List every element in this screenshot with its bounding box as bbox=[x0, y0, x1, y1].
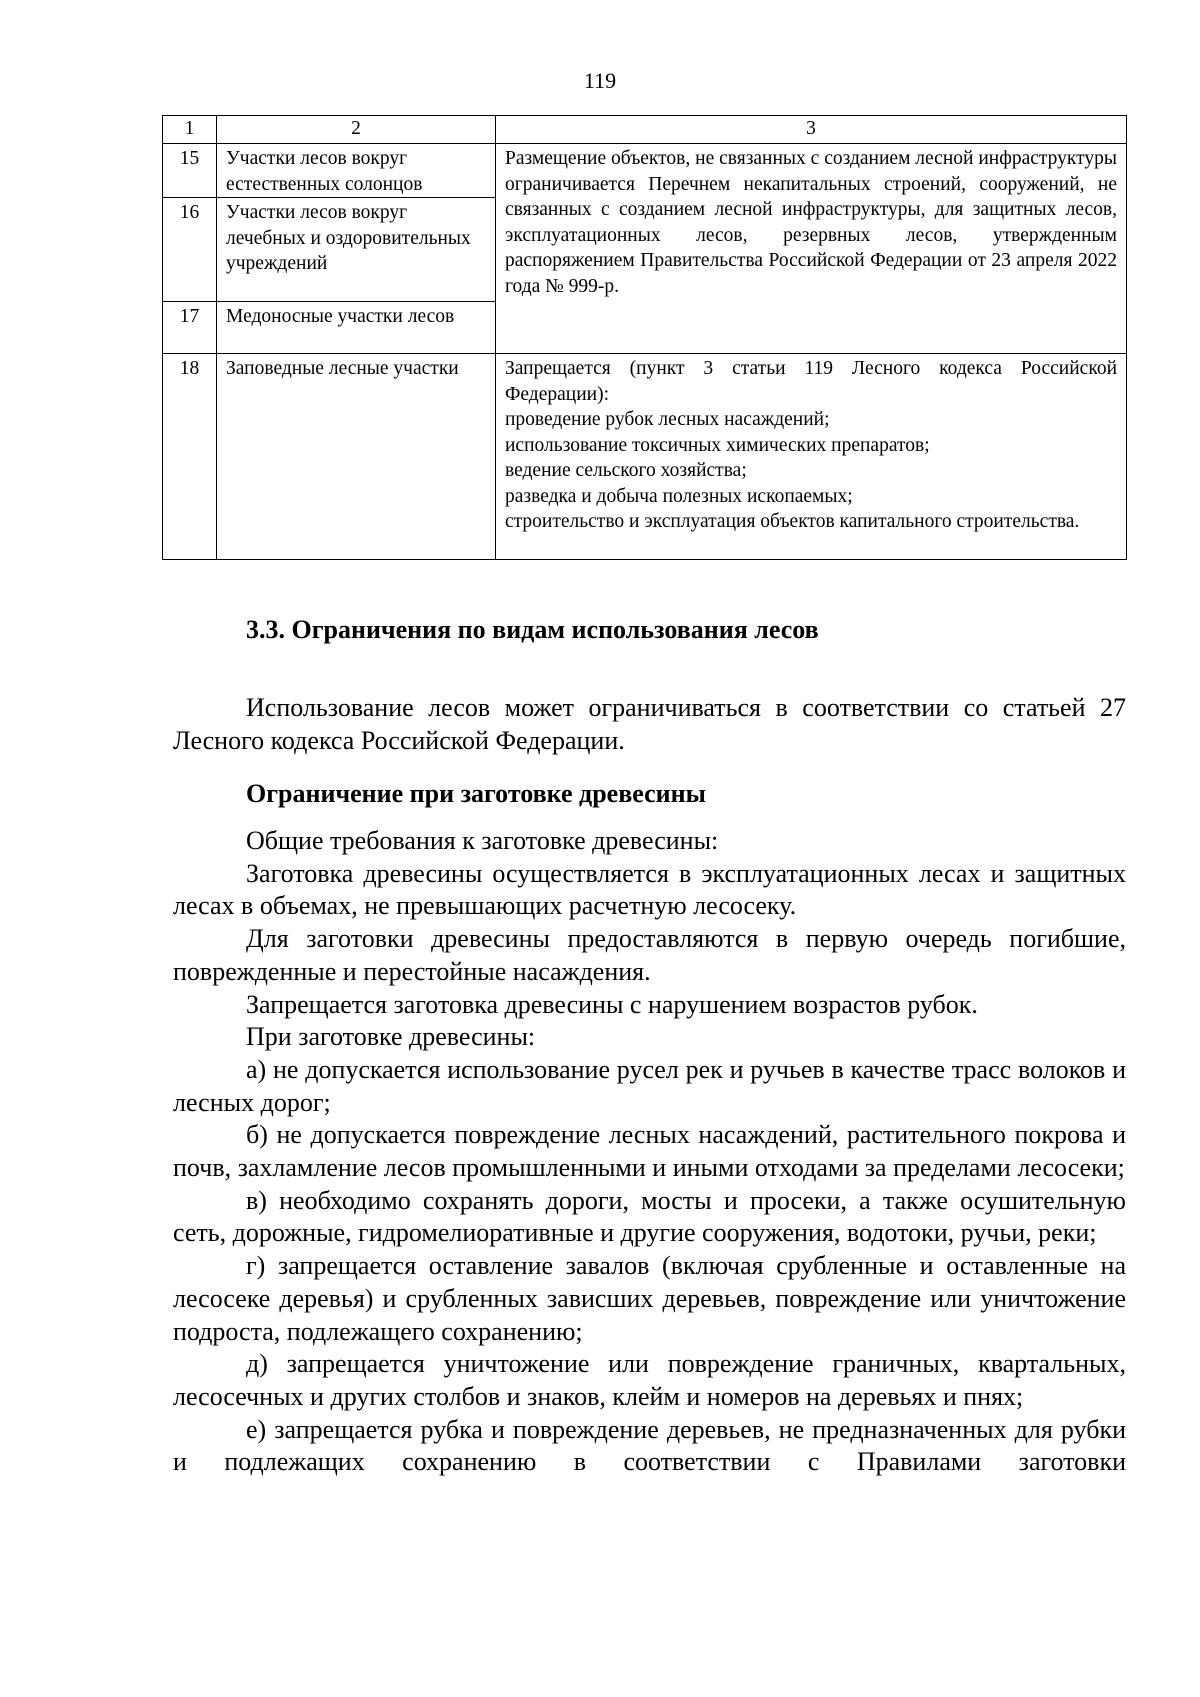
requirements-body bbox=[173, 825, 1126, 1479]
prohibition-line: ведение сельского хозяйства; bbox=[505, 460, 747, 481]
list-item: г) запрещается оставление завалов (включая срубленные и оставленные на лесосеке деревья) и срубленных зависших деревьев, повреждение или уничтожение подроста, подлежащего сохранению; bbox=[173, 1251, 1126, 1346]
table-header-row bbox=[163, 116, 1127, 144]
intro-paragraph bbox=[173, 692, 1126, 757]
paragraph: Для заготовки древесины предоставляются в первую очередь погибшие, поврежденные и перестойные насаждения. bbox=[173, 924, 1126, 986]
list-item: б) не допускается повреждение лесных насаждений, растительного покрова и почв, захламление лесов промышленными и иными отходами за пределами лесосеки; bbox=[173, 1120, 1126, 1183]
list-item: е) запрещается рубка и повреждение деревьев, не предназначенных для рубки и подлежащих сохранению в соответствии с Правилами заготовки bbox=[173, 1414, 1126, 1477]
merged-restriction-text: Размещение объектов, не связанных с созданием лесной инфраструктуры ограничивается Перечнем некапитальных строений, сооружений, не связанных с созданием лесной инфраструктуры, для защитных лесов, эксплуатационных лесов, резервных лесов, утвержденным распоряжением Правительства Российской Федерации от 23 апреля 2022 года № 999-р. bbox=[496, 144, 1127, 354]
zone-name: Участки лесов вокруг естественных солонцов bbox=[217, 144, 496, 198]
row-number: 18 bbox=[163, 354, 217, 560]
list-item: а) не допускается использование русел рек и ручьев в качестве трасс волоков и лесных дорог; bbox=[173, 1054, 1126, 1117]
prohibition-line: строительство и эксплуатация объектов капитального строительства. bbox=[505, 511, 1080, 532]
zone-name: Медоносные участки лесов bbox=[217, 302, 496, 354]
list-item: в) необходимо сохранять дороги, мосты и просеки, а также осушительную сеть, дорожные, гидромелиоративные и другие сооружения, водотоки, ручьи, реки; bbox=[173, 1185, 1126, 1248]
prohibition-line: проведение рубок лесных насаждений; bbox=[505, 409, 830, 430]
list-item: д) запрещается уничтожение или повреждение граничных, квартальных, лесосечных и других столбов и знаков, клейм и номеров на деревьях и пнях; bbox=[173, 1349, 1126, 1411]
prohibition-line: использование токсичных химических препаратов; bbox=[505, 434, 930, 456]
table-header-cell: 3 bbox=[496, 116, 1127, 144]
intro-text: Использование лесов может ограничиваться в соответствии со статьей 27 Лесного кодекса Российской Федерации. bbox=[173, 693, 1126, 755]
paragraph: Заготовка древесины осуществляется в эксплуатационных лесах и защитных лесах в объемах, не превышающих расчетную лесосеку. bbox=[173, 858, 1126, 921]
page-number: 119 bbox=[583, 68, 617, 93]
paragraph: Общие требования к заготовке древесины: bbox=[246, 826, 719, 855]
subheading: Ограничение при заготовке древесины bbox=[246, 779, 706, 808]
prohibition-line: Запрещается (пункт 3 статьи 119 Лесного кодекса Российской Федерации): bbox=[505, 358, 1117, 405]
table-header-cell: 1 bbox=[163, 116, 217, 144]
prohibition-line: разведка и добыча полезных ископаемых; bbox=[505, 485, 853, 507]
section-heading: 3.3. Ограничения по видам использования лесов bbox=[246, 615, 819, 644]
table-row bbox=[163, 354, 1127, 560]
paragraph: Запрещается заготовка древесины с нарушением возрастов рубок. bbox=[246, 989, 978, 1019]
table-header-cell: 2 bbox=[217, 116, 496, 144]
row-number: 15 bbox=[163, 144, 217, 198]
row-number: 16 bbox=[163, 198, 217, 302]
table-row bbox=[163, 144, 1127, 198]
restrictions-table bbox=[162, 115, 1127, 560]
paragraph: При заготовке древесины: bbox=[246, 1022, 536, 1052]
row-number: 17 bbox=[163, 302, 217, 354]
prohibitions-cell bbox=[496, 354, 1127, 560]
zone-name: Участки лесов вокруг лечебных и оздоровительных учреждений bbox=[217, 198, 496, 302]
zone-name: Заповедные лесные участки bbox=[217, 354, 496, 560]
